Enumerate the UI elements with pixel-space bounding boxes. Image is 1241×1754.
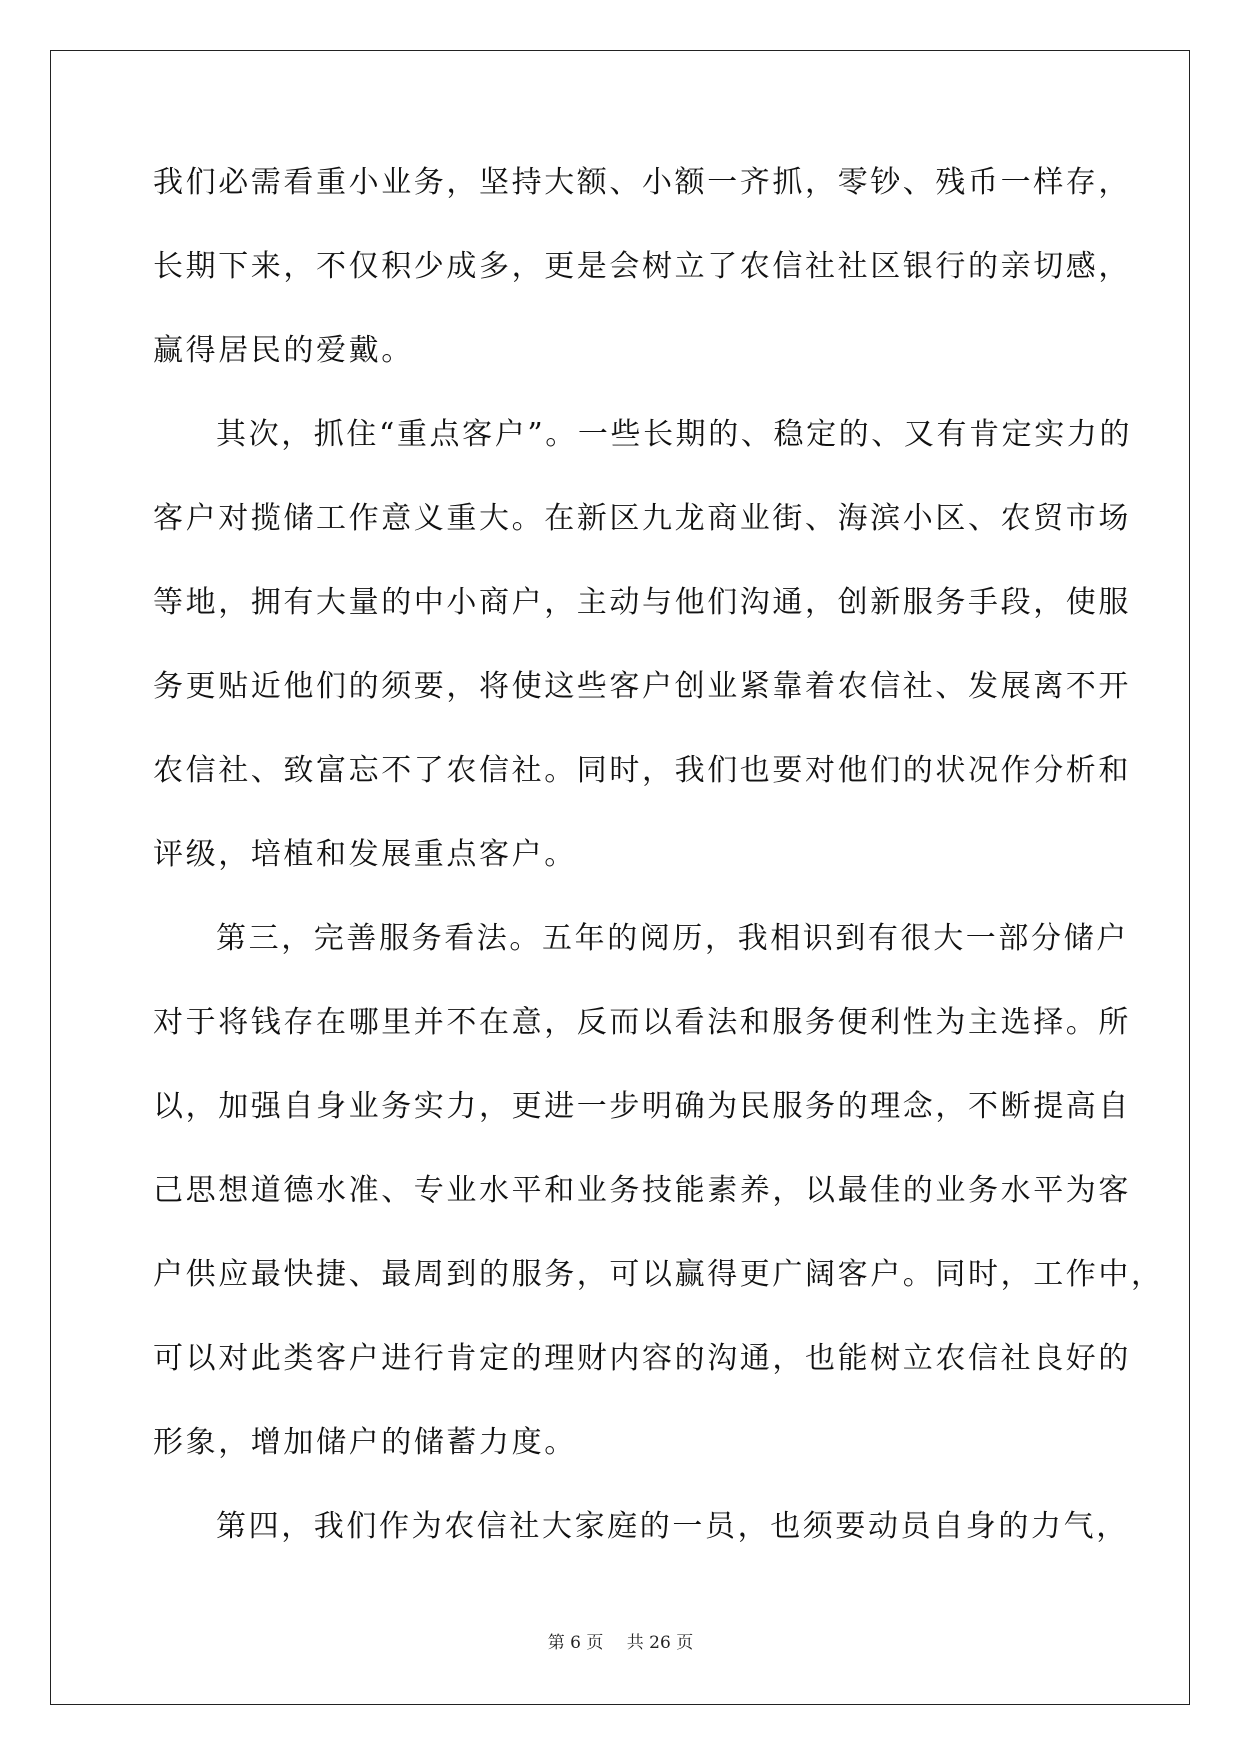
paragraph-first-line: 其次，抓住“重点客户”。一些长期的、稳定的、又有肯定实力的 [216,417,1133,452]
document-body [153,165,1164,1596]
text-line: 对于将钱存在哪里并不在意，反而以看法和服务便利性为主选择。所 [153,1005,1131,1040]
text-line: 以，加强自身业务实力，更进一步明确为民服务的理念，不断提高自 [153,1089,1131,1124]
text-line: 赢得居民的爱戴。 [153,333,414,368]
text-line: 客户对揽储工作意义重大。在新区九龙商业街、海滨小区、农贸市场 [153,501,1131,536]
text-line: 己思想道德水准、专业水平和业务技能素养，以最佳的业务水平为客 [153,1173,1131,1208]
text-line: 可以对此类客户进行肯定的理财内容的沟通，也能树立农信社良好的 [153,1341,1131,1376]
text-line: 等地，拥有大量的中小商户，主动与他们沟通，创新服务手段，使服 [153,585,1131,620]
text-line: 农信社、致富忘不了农信社。同时，我们也要对他们的状况作分析和 [153,753,1131,788]
page-total: 共 26 页 [626,1633,694,1653]
text-line: 务更贴近他们的须要，将使这些客户创业紧靠着农信社、发展离不开 [153,669,1131,704]
text-line: 形象，增加储户的储蓄力度。 [153,1425,577,1460]
page-number: 第 6 页 [547,1633,604,1653]
text-line: 长期下来，不仅积少成多，更是会树立了农信社社区银行的亲切感， [153,249,1131,284]
text-line: 评级，培植和发展重点客户。 [153,837,577,872]
text-line: 户供应最快捷、最周到的服务，可以赢得更广阔客户。同时，工作中， [153,1257,1164,1292]
paragraph-first-line: 第四，我们作为农信社大家庭的一员，也须要动员自身的力气， [216,1509,1129,1544]
page-footer [0,1628,1241,1653]
paragraph-first-line: 第三，完善服务看法。五年的阅历，我相识到有很大一部分储户 [216,921,1129,956]
text-line: 我们必需看重小业务，坚持大额、小额一齐抓，零钞、残币一样存， [153,165,1131,200]
